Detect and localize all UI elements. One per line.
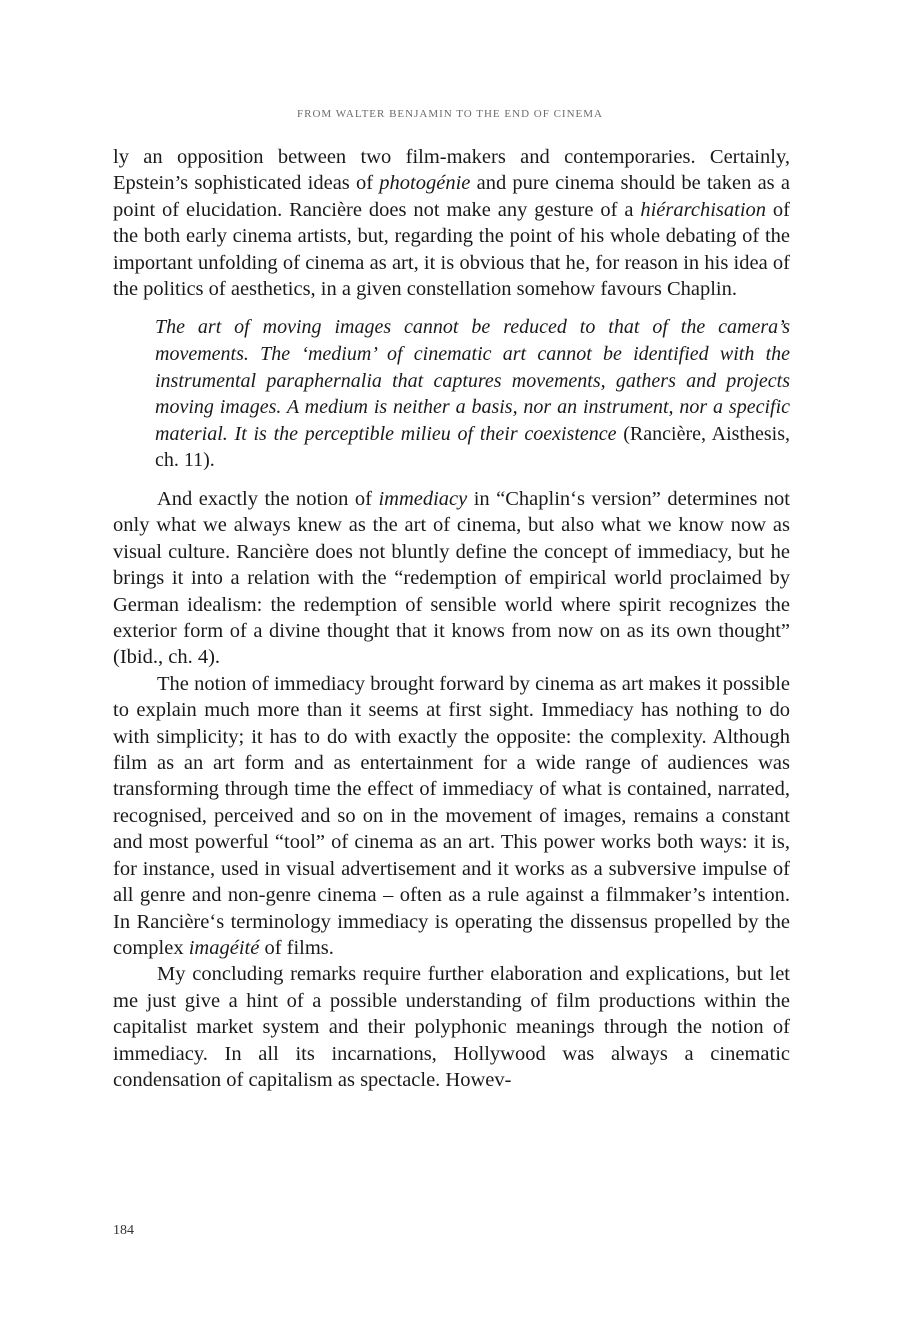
paragraph-3: The notion of immediacy brought forward by cinema as art makes it possible to explain much more than it seems at first sight. Immediacy has nothing to do with simplicity; it has to do with exactly the opposite: the complexity. Although film as an art form and as entertainment for a wide range of audiences was transforming through time the effect of immediacy of what is contained, narrated, recognised, perceived and so on in the movement of images, remains a constant and most powerful “tool” of cinema as an art. This power works both ways: it is, for instance, used in visual advertisement and it works as a subversive impulse of all genre and non-genre cinema – often as a rule against a filmmaker’s intention. In Rancière‘s terminology immediacy is operating the dissensus propelled by the complex imagéité of films. [113,672,790,959]
page-number: 184 [113,1223,134,1238]
quote-citation: (Rancière, Aisthesis, ch. 11). [155,422,790,472]
term-hierarchisation: hiérarchisation [640,198,767,221]
body-text [113,144,790,1093]
paragraph-2: And exactly the notion of immediacy in “Chaplin‘s version” determines not only what we always knew as the art of cinema, but also what we know now as visual culture. Rancière does not bluntly define the concept of immediacy, but he brings it into a relation with the “redemption of empirical world proclaimed by German idealism: the redemption of sensible world where spirit recognizes the exterior form of a divine thought that it knows from now on as its own thought” (Ibid., ch. 4). [113,488,790,669]
paragraph-1: ly an opposition between two film-makers and contemporaries. Certainly, Epstein’s sophisticated ideas of photogénie and pure cinema should be taken as a point of elucidation. Rancière does not make any gesture of a hiérarchisation of the both early cinema artists, but, regarding the point of his whole debating of the important unfolding of cinema as art, it is obvious that he, for reason in his idea of the politics of aesthetics, in a given constellation somehow favours Chaplin. [113,146,790,301]
paragraph-4: My concluding remarks require further elaboration and explications, but let me just give a hint of a possible understanding of film productions within the capitalist market system and their polyphonic meanings through the notion of immediacy. In all its incarnations, Hollywood was always a cinematic condensation of capitalism as spectacle. Howev- [113,963,790,1091]
term-imageite: imagéité [188,936,260,959]
term-immediacy: immediacy [378,488,468,510]
term-photogenie: photogénie [379,172,471,195]
running-head: FROM WALTER BENJAMIN TO THE END OF CINEMA [297,108,603,120]
block-quote: The art of moving images cannot be reduced to that of the camera’s movements. The ‘medium’ of cinematic art cannot be identified with the instrumental paraphernalia that captures movements, gathers and projects moving images. A medium is neither a basis, nor an instrument, nor a specific material. It is the perceptible milieu of their coexistence (Rancière, Aisthesis, ch. 11). [155,316,790,472]
